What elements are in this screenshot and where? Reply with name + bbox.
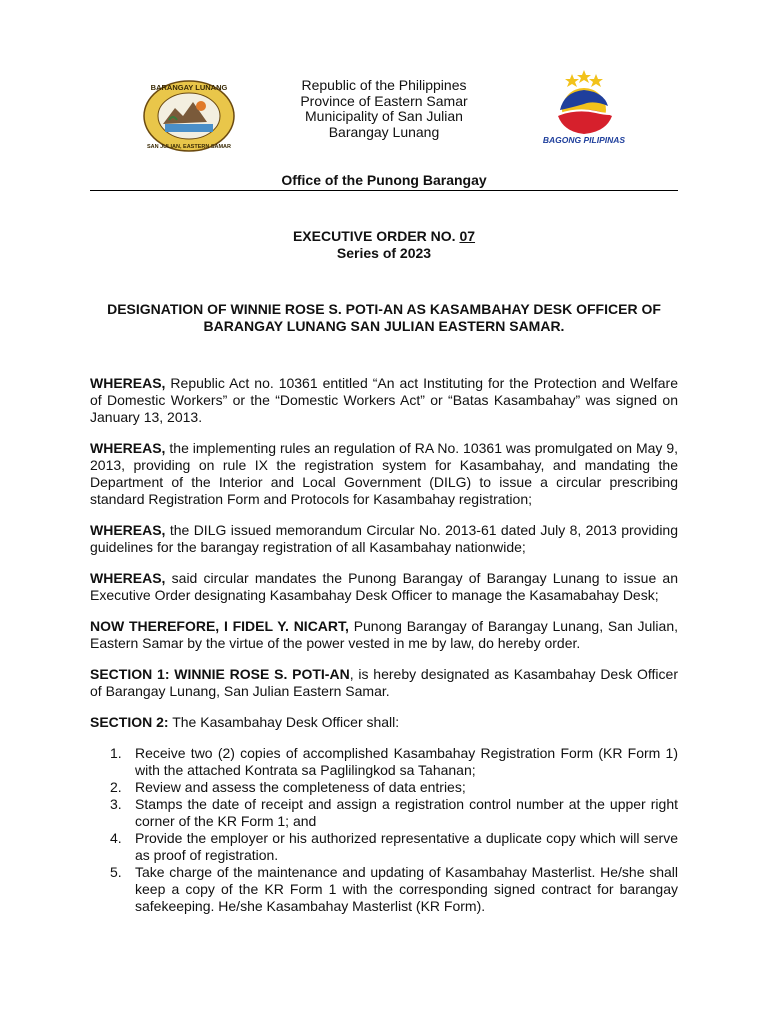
duties-list [90, 745, 678, 915]
header-line-republic: Republic of the Philippines [301, 77, 467, 93]
svg-text:BAGONG PILIPINAS: BAGONG PILIPINAS [542, 135, 626, 145]
list-item [90, 745, 678, 779]
paragraph-lead: WHEREAS, [90, 440, 166, 456]
paragraph-text: Republic Act no. 10361 entitled “An act Instituting for the Protection and Welfare of Domestic Workers” or the “Domestic Workers Act” or “Batas Kasambahay” was signed on January 13, 2013. [90, 375, 679, 425]
svg-text:SAN JULIAN, EASTERN SAMAR: SAN JULIAN, EASTERN SAMAR [146, 144, 232, 150]
paragraph-text: The Kasambahay Desk Officer shall: [172, 714, 400, 730]
whereas-paragraph [90, 375, 678, 426]
paragraph-text: the DILG issued memorandum Circular No. 2013-61 dated July 8, 2013 providing guidelines for the barangay registration of all Kasambahay nationwide; [90, 522, 679, 555]
list-item-text: Stamps the date of receipt and assign a registration control number at the upper right corner of the KR Form 1; and [135, 796, 678, 829]
order-number: 07 [459, 228, 476, 244]
list-item-text: Provide the employer or his authorized representative a duplicate copy which will serve as proof of registration. [135, 830, 678, 863]
document-header [250, 78, 518, 140]
order-series: Series of 2023 [336, 245, 432, 261]
section-2-paragraph [90, 714, 678, 731]
list-item-number: 2. [110, 779, 122, 795]
list-item [90, 796, 678, 830]
order-body [90, 375, 678, 915]
office-title: Office of the Punong Barangay [281, 172, 487, 188]
paragraph-lead: SECTION 1: WINNIE ROSE S. POTI-AN [90, 666, 350, 682]
designation-heading: DESIGNATION OF WINNIE ROSE S. POTI-AN AS KASAMBAHAY DESK OFFICER OF BARANGAY LUNANG SAN JULIAN EASTERN SAMAR. [107, 301, 661, 334]
paragraph-lead: SECTION 2: [90, 714, 169, 730]
paragraph-text: , is hereby designated as Kasambahay Desk Officer of Barangay Lunang, San Julian Eastern Samar. [90, 666, 678, 699]
barangay-seal-logo [143, 80, 235, 152]
whereas-paragraph [90, 570, 678, 604]
list-item [90, 864, 678, 915]
list-item-text: Review and assess the completeness of data entries; [135, 779, 466, 795]
paragraph-lead: WHEREAS, [90, 570, 166, 586]
paragraph-text: Punong Barangay of Barangay Lunang, San Julian, Eastern Samar by the virtue of the power vested in me by law, do hereby order. [90, 618, 678, 651]
section-1-paragraph [90, 666, 678, 700]
list-item-text: Receive two (2) copies of accomplished Kasambahay Registration Form (KR Form 1) with the attached Kontrata sa Paglilingkod sa Tahanan; [135, 745, 678, 778]
paragraph-lead: WHEREAS, [90, 522, 166, 538]
whereas-paragraph [90, 522, 678, 556]
list-item [90, 779, 678, 796]
now-therefore-paragraph [90, 618, 678, 652]
bagong-pilipinas-logo [534, 70, 634, 146]
list-item [90, 830, 678, 864]
header-divider [90, 190, 678, 191]
executive-order-heading [90, 228, 678, 262]
svg-text:BARANGAY LUNANG: BARANGAY LUNANG [150, 83, 228, 92]
list-item-number: 3. [110, 796, 122, 812]
list-item-number: 5. [110, 864, 122, 880]
whereas-paragraph [90, 440, 678, 508]
paragraph-text: the implementing rules an regulation of RA No. 10361 was promulgated on May 9, 2013, providing on rule IX the registration system for Kasambahay, and mandating the Department of the Interior and Local Government (DILG) to issue a circular prescribing standard Registration Form and Protocols for Kasambahay registration; [90, 440, 679, 507]
list-item-text: Take charge of the maintenance and updating of Kasambahay Masterlist. He/she shall keep a copy of the KR Form 1 with the corresponding signed contract for barangay safekeeping. He/she Kasambahay Masterlist (KR Form). [135, 864, 678, 914]
list-item-number: 1. [110, 745, 122, 761]
header-line-province: Province of Eastern Samar [300, 92, 468, 109]
paragraph-text: said circular mandates the Punong Barangay of Barangay Lunang to issue an Executive Order designating Kasambahay Desk Officer to manage the Kasamabahay Desk; [90, 570, 679, 603]
paragraph-lead: WHEREAS, [90, 375, 166, 391]
paragraph-lead: NOW THEREFORE, I FIDEL Y. NICART, [90, 618, 349, 634]
header-line-municipality: Municipality of San Julian [305, 108, 463, 124]
list-item-number: 4. [110, 830, 122, 846]
order-title-prefix: EXECUTIVE ORDER NO. [292, 228, 456, 244]
header-line-barangay: Barangay Lunang [328, 123, 440, 140]
